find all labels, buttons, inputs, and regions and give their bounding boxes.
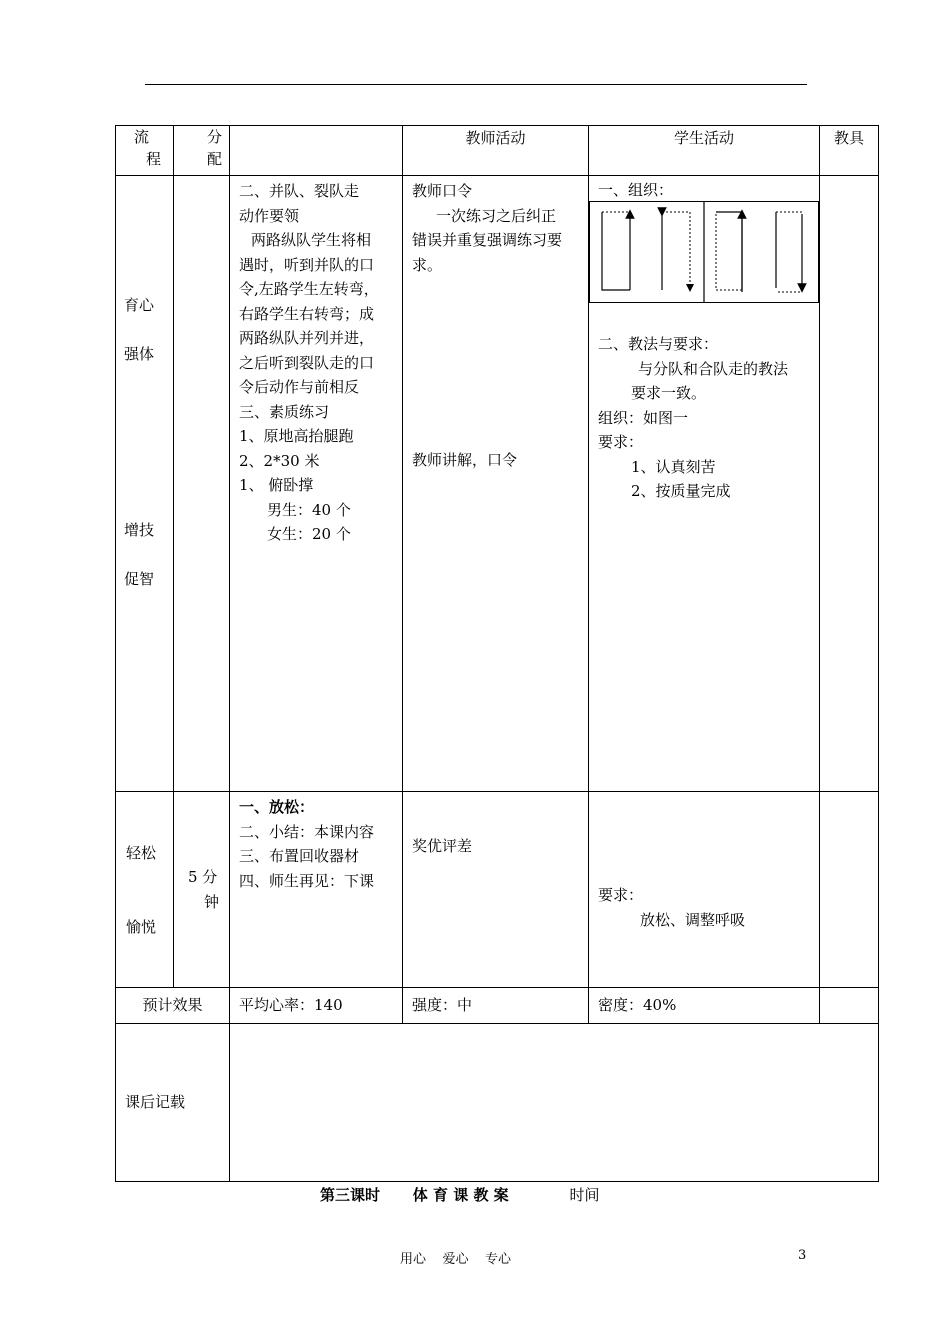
flow-cell [116,176,174,792]
teacher-line: 求。 [412,255,443,274]
header-teacher: 教师活动 [403,126,589,176]
header-alloc [174,126,230,176]
heart-rate: 平均心率：140 [230,988,403,1024]
expected-label: 预计效果 [116,988,230,1024]
tools-cell [820,792,879,988]
student-cell [589,176,820,792]
time-label: 时间 [569,1186,600,1204]
student-line: 2、按质量完成 [631,482,731,500]
student-line: 1、认真刻苦 [631,457,716,476]
content-line: 遇时，听到并队的口 [239,255,375,274]
content-line: 之后听到裂队走的口 [239,353,375,372]
content-line: 一、放松： [239,798,315,816]
table-header-row [116,126,879,176]
intensity: 强度：中 [403,988,589,1024]
row-relax [116,792,879,988]
lesson-plan-table [115,125,879,1182]
teacher-line: 错误并重复强调练习要 [412,231,563,249]
content-line: 两路纵队学生将相 [251,231,372,249]
student-line: 要求： [598,886,644,904]
teacher-line: 教师口令 [412,182,473,200]
content-line: 男生：40 个 [267,500,351,519]
header-student: 学生活动 [589,126,820,176]
footer-motto: 用心 爱心 专心 [400,1252,512,1267]
student-line: 一、组织： [598,181,674,199]
flow-label: 强体 [124,344,155,363]
alloc-line: 钟 [204,892,220,911]
content-line: 三、素质练习 [239,402,330,421]
flow-label: 育心 [124,296,155,314]
lesson-title: 体 育 课 教 案 [412,1186,509,1204]
student-line: 要求： [598,433,644,451]
content-line: 令,左路学生左转弯， [239,280,379,298]
header-alloc-line: 分 [207,128,223,146]
content-line: 三、布置回收器材 [239,847,360,865]
alloc-line: 5 分 [188,868,218,886]
student-line: 二、教法与要求： [598,335,719,353]
expected-empty [820,988,879,1024]
header-rule [145,84,807,85]
header-flow-line: 流 [134,128,150,146]
notes-area [230,1024,879,1182]
content-line: 四、师生再见：下课 [239,871,375,890]
content-line: 动作要领 [239,206,300,225]
alloc-cell [174,176,230,792]
notes-label: 课后记载 [116,1024,230,1182]
row-expected [116,988,879,1024]
content-line: 2、2*30 米 [239,451,320,470]
content-line: 两路纵队并列并进， [239,329,375,347]
content-cell [230,176,403,792]
header-tools: 教具 [820,126,879,176]
flow-cell [116,792,174,988]
student-line: 组织：如图一 [598,408,689,427]
teacher-cell [403,792,589,988]
content-line: 右路学生右转弯；成 [239,304,375,323]
content-cell [230,792,403,988]
student-cell [589,792,820,988]
student-line: 要求一致。 [631,384,707,402]
content-line: 令后动作与前相反 [239,378,360,396]
formation-diagram [589,201,819,303]
content-line: 1、 俯卧撑 [239,476,314,494]
content-line: 女生：20 个 [267,525,351,543]
flow-label: 增技 [124,521,155,539]
flow-label: 轻松 [126,844,157,862]
row-notes [116,1024,879,1182]
teacher-line: 奖优评差 [412,837,473,855]
teacher-line: 一次练习之后纠正 [436,206,557,225]
teacher-line: 教师讲解，口令 [412,451,518,469]
content-line: 二、并队、裂队走 [239,182,360,200]
flow-label: 愉悦 [126,917,157,936]
teacher-cell [403,176,589,792]
content-line: 1、原地高抬腿跑 [239,427,354,445]
flow-label: 促智 [124,569,155,588]
content-line: 二、小结：本课内容 [239,822,375,841]
alloc-cell [174,792,230,988]
tools-cell [820,176,879,792]
student-line: 与分队和合队走的教法 [638,359,789,378]
student-line: 放松、调整呼吸 [640,910,746,929]
header-alloc-line: 配 [207,150,223,168]
header-flow [116,126,174,176]
header-content [230,126,403,176]
density: 密度：40% [589,988,820,1024]
header-flow-line: 程 [146,150,162,168]
row-main-practice [116,176,879,792]
lesson-number: 第三课时 [320,1186,381,1204]
lesson-title-line [320,1184,599,1205]
page-number: 3 [798,1248,807,1263]
